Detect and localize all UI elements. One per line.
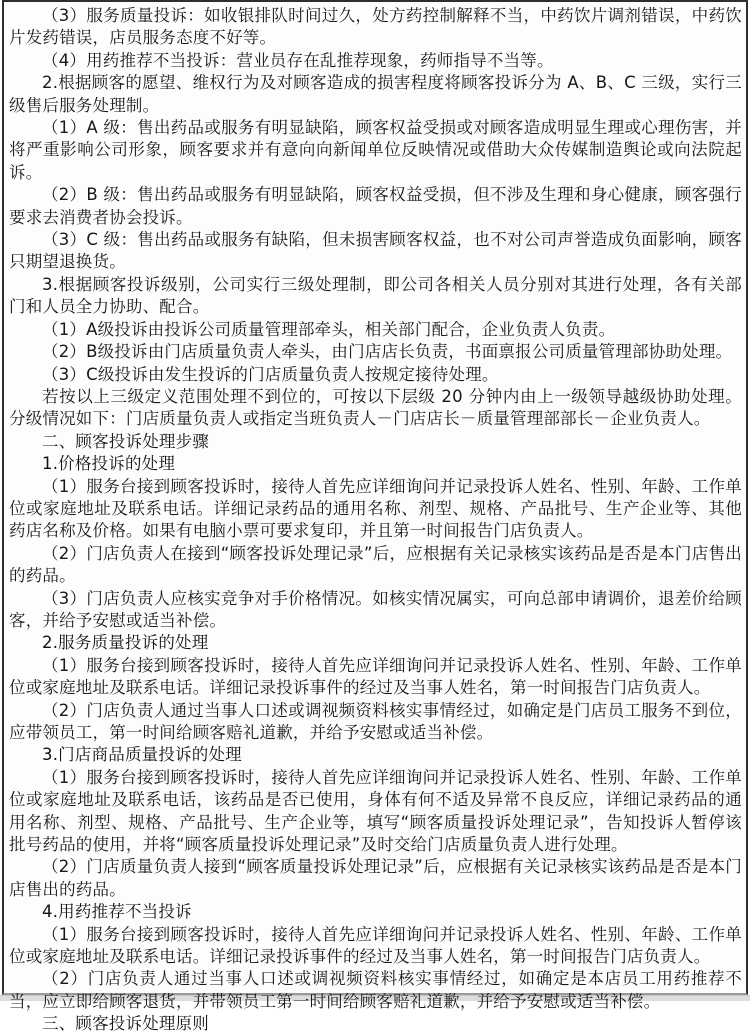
paragraph: （3）C 级：售出药品或服务有缺陷，但未损害顾客权益，也不对公司声誉造成负面影响，顾客只期望退换货。 <box>9 230 742 272</box>
section-heading: 二、顾客投诉处理步骤 <box>42 431 209 451</box>
paragraph: 3.根据顾客投诉级别，公司实行三级处理制，即公司各相关人员分别对其进行处理，各有关部门和人员全力协助、配合。 <box>9 274 742 317</box>
paragraph: （1）A 级：售出药品或服务有明显缺陷，顾客权益受损或对顾客造成明显生理或心理伤害，并将严重影响公司形象，顾客要求并有意向向新闻单位反映情况或借助大众传媒制造舆论或向法院起诉。 <box>9 118 742 182</box>
scanned-document-page <box>2 0 748 1034</box>
paragraph: （3）门店负责人应核实竞争对手价格情况。如核实情况属实，可向总部申请调价，退差价给顾客，并给予安慰或适当补偿。 <box>9 588 742 630</box>
paragraph: （2）B 级：售出药品或服务有明显缺陷，顾客权益受损，但不涉及生理和身心健康，顾客强行要求去消费者协会投诉。 <box>9 185 742 227</box>
section-heading: 4.用药推荐不当投诉 <box>42 902 192 922</box>
document-body <box>9 5 742 1036</box>
paragraph: （1）服务台接到顾客投诉时，接待人首先应详细询问并记录投诉人姓名、性别、年龄、工作单位或家庭地址及联系电话。详细记录投诉事件的经过及当事人姓名，第一时间报告门店负责人。 <box>9 924 742 967</box>
section-heading: 三、顾客投诉处理原则 <box>42 1014 209 1034</box>
paragraph: （1）服务台接到顾客投诉时，接待人首先应详细询问并记录投诉人姓名、性别、年龄、工作单位或家庭地址及联系电话。详细记录投诉事件的经过及当事人姓名，第一时间报告门店负责人。 <box>9 655 742 698</box>
paragraph: （4）用药推荐不当投诉：营业员存在乱推荐现象，药师指导不当等。 <box>42 50 554 70</box>
paragraph: （2）B级投诉由门店质量负责人牵头，由门店店长负责，书面禀报公司质量管理部协助处理。 <box>42 342 733 362</box>
paragraph: （3）C级投诉由发生投诉的门店质量负责人按规定接待处理。 <box>42 364 499 384</box>
paragraph: 2.根据顾客的愿望、维权行为及对顾客造成的损害程度将顾客投诉分为 A、B、C 三级，实行三级售后服务处理制。 <box>9 73 742 115</box>
paragraph: （1）A级投诉由投诉公司质量管理部牵头，相关部门配合，企业负责人负责。 <box>42 319 616 339</box>
paragraph: （2）门店负责人通过当事人口述或调视频资料核实事情经过，如确定是门店员工服务不到位，应带领员工，第一时间给顾客赔礼道歉，并给予安慰或适当补偿。 <box>9 700 742 742</box>
section-heading: 3.门店商品质量投诉的处理 <box>42 745 242 765</box>
section-heading: 2.服务质量投诉的处理 <box>42 633 209 653</box>
paragraph: （1）服务台接到顾客投诉时，接待人首先应详细询问并记录投诉人姓名、性别、年龄、工作单位或家庭地址及联系电话。详细记录药品的通用名称、剂型、规格、产品批号、生产企业等、其他药店名称及价格。如果有电脑小票可要求复印，并且第一时间报告门店负责人。 <box>9 476 742 541</box>
paragraph: （3）服务质量投诉：如收银排队时间过久，处方药控制解释不当，中药饮片调剂错误，中药饮片发药错误，店员服务态度不好等。 <box>9 6 742 48</box>
paragraph: （1）服务台接到顾客投诉时，接待人首先应详细询问并记录投诉人姓名、性别、年龄、工作单位或家庭地址及联系电话，该药品是否已使用，身体有何不适及异常不良反应，详细记录药品的通用名称、剂型、规格、产品批号、生产企业等，填写“顾客质量投诉处理记录”，告知投诉人暂停该批号药品的使用，并将“顾客质量投诉处理记录”及时交给门店质量负责人进行处理。 <box>9 767 742 855</box>
paragraph: （2）门店质量负责人接到“顾客质量投诉处理记录”后，应根据有关记录核实该药品是否是本门店售出的药品。 <box>9 857 742 899</box>
paragraph: （2）门店负责人在接到“顾客投诉处理记录”后，应根据有关记录核实该药品是否是本门店售出的药品。 <box>9 543 742 586</box>
paragraph: （2）门店负责人通过当事人口述或调视频资料核实事情经过，如确定是本店员工用药推荐不当，应立即给顾客退货，并带领员工第一时间给顾客赔礼道歉，并给予安慰或适当补偿。 <box>9 969 742 1011</box>
section-heading: 1.价格投诉的处理 <box>42 454 176 474</box>
paragraph: 若按以上三级定义范围处理不到位的，可按以下层级 20 分钟内由上一级领导越级协助处理。分级情况如下：门店质量负责人或指定当班负责人－门店店长－质量管理部部长－企业负责人。 <box>9 386 742 429</box>
